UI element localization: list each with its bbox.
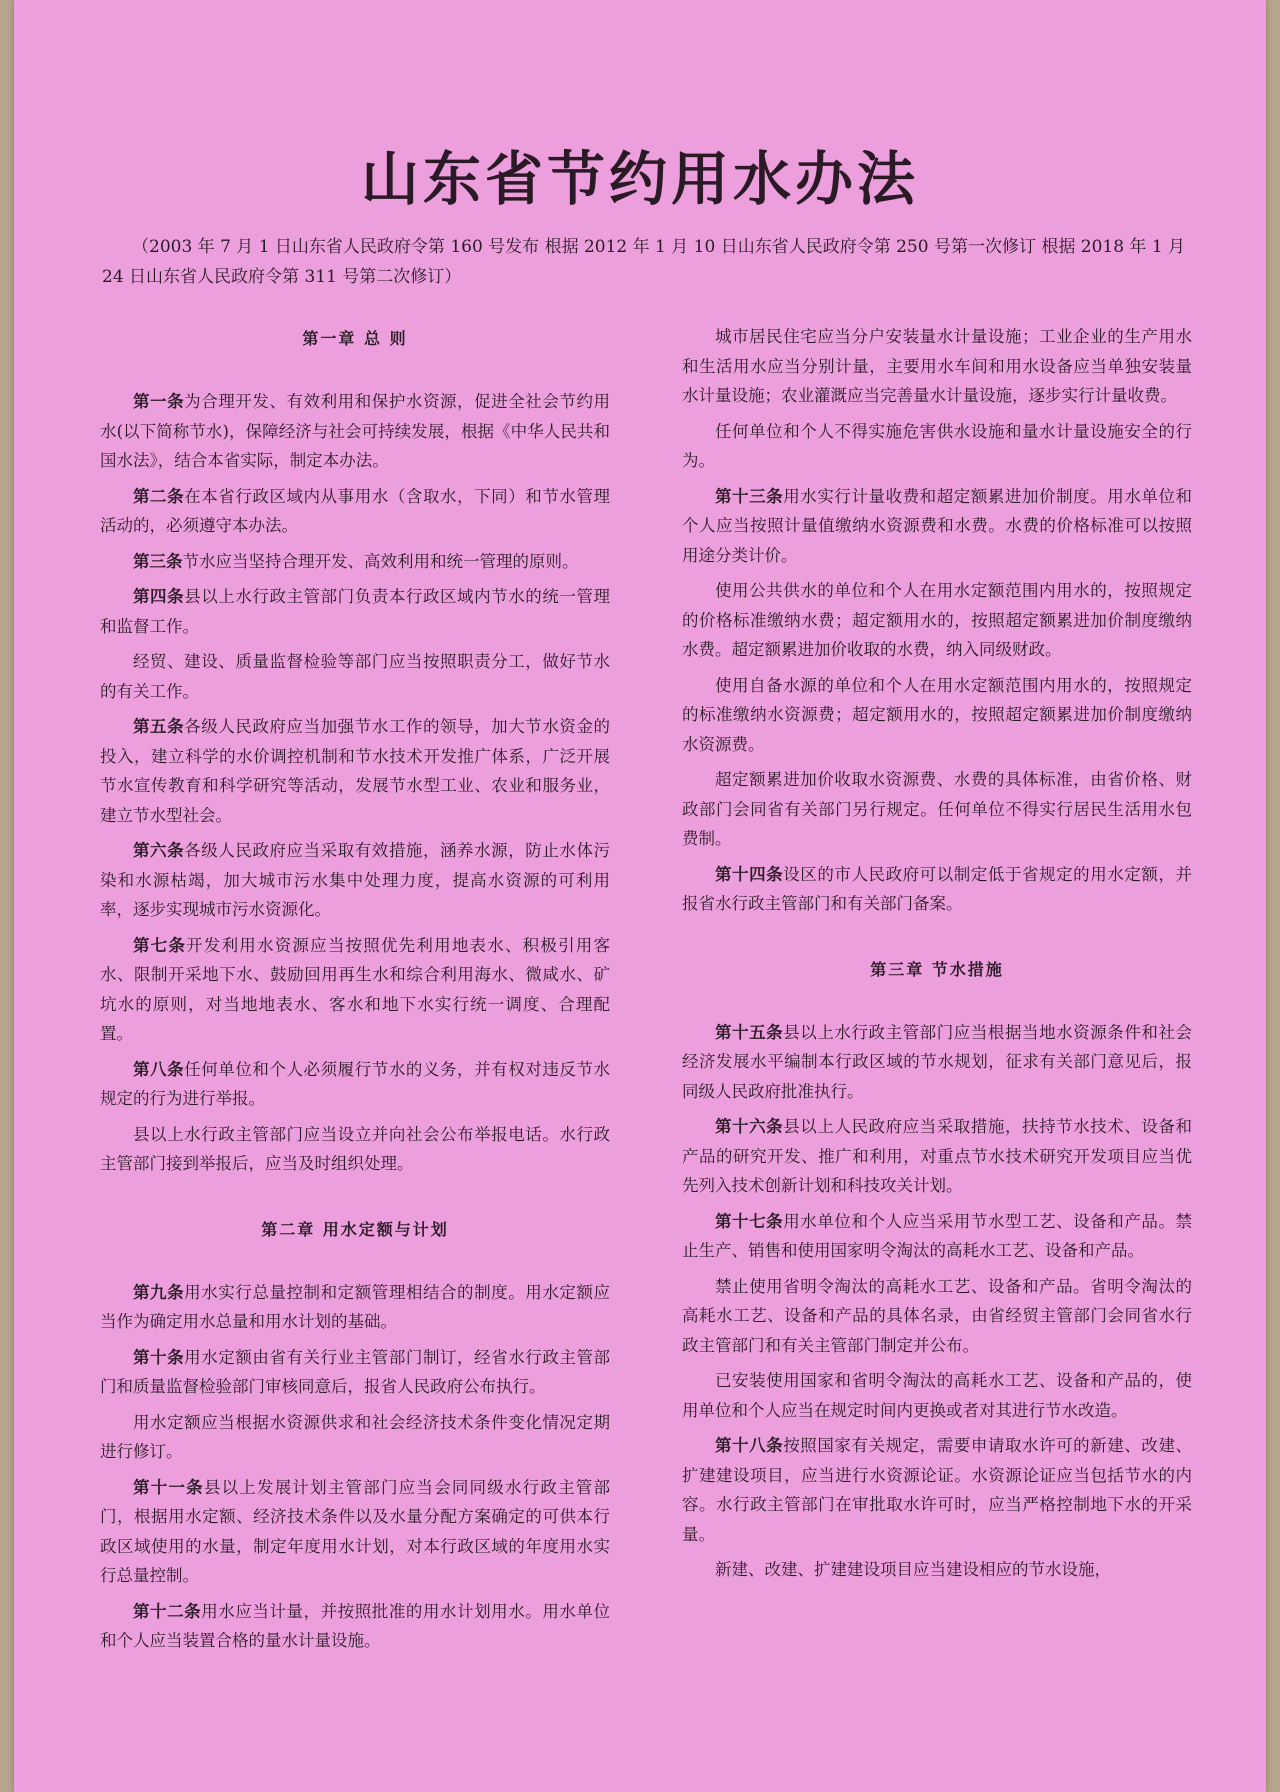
document-page <box>14 0 1266 1792</box>
article-number: 第十七条 <box>715 1211 784 1231</box>
article-number: 第十五条 <box>715 1022 784 1042</box>
article-paragraph: 第十五条县以上水行政主管部门应当根据当地水资源条件和社会经济发展水平编制本行政区域的节水规划，征求有关部门意见后，报同级人民政府批准执行。 <box>682 1022 1193 1101</box>
body-paragraph: 新建、改建、扩建建设项目应当建设相应的节水设施， <box>715 1560 1111 1579</box>
article-paragraph: 第五条各级人民政府应当加强节水工作的领导，加大节水资金的投入，建立科学的水价调控机制和节水技术开发推广体系，广泛开展节水宣传教育和科学研究等活动，发展节水型工业、农业和服务业，建立节水型社会。 <box>100 717 611 825</box>
article-paragraph: 第十七条用水单位和个人应当采用节水型工艺、设备和产品。禁止生产、销售和使用国家明令淘汰的高耗水工艺、设备和产品。 <box>682 1211 1193 1260</box>
article-paragraph: 第四条县以上水行政主管部门负责本行政区域内节水的统一管理和监督工作。 <box>100 587 611 636</box>
article-paragraph: 第七条开发利用水资源应当按照优先利用地表水、积极引用客水、限制开采地下水、鼓励回用再生水和综合利用海水、微咸水、矿坑水的原则，对当地地表水、客水和地下水实行统一调度、合理配置。 <box>100 935 611 1043</box>
article-paragraph: 第十三条用水实行计量收费和超定额累进加价制度。用水单位和个人应当按照计量值缴纳水资源费和水费。水费的价格标准可以按照用途分类计价。 <box>682 486 1193 565</box>
article-number: 第十八条 <box>715 1436 784 1455</box>
body-paragraph: 用水定额应当根据水资源供求和社会经济技术条件变化情况定期进行修订。 <box>100 1412 610 1461</box>
article-paragraph: 第八条任何单位和个人必须履行节水的义务，并有权对违反节水规定的行为进行举报。 <box>100 1059 611 1108</box>
chapter-heading: 第一章 总 则 <box>302 329 408 348</box>
article-number: 第三条 <box>133 551 183 571</box>
article-number: 第二条 <box>133 486 185 506</box>
article-paragraph: 第九条用水实行总量控制和定额管理相结合的制度。用水定额应当作为确定用水总量和用水计划的基础。 <box>100 1282 611 1331</box>
article-number: 第五条 <box>133 717 185 736</box>
article-paragraph: 第一条为合理开发、有效利用和保护水资源，促进全社会节约用水(以下简称节水)，保障经济与社会可持续发展，根据《中华人民共和国水法》，结合本省实际，制定本办法。 <box>100 392 611 470</box>
body-paragraph: 县以上水行政主管部门应当设立并向社会公布举报电话。水行政主管部门接到举报后，应当及时组织处理。 <box>100 1124 610 1173</box>
document-subtitle: （2003 年 7 月 1 日山东省人民政府令第 160 号发布 根据 2012 年 1 月 10 日山东省人民政府令第 250 号第一次修订 根据 2018 年 1 月 24 日山东省人民政府令第 311 号第二次修订） <box>102 237 1186 287</box>
article-number: 第十二条 <box>133 1601 202 1621</box>
article-number: 第十一条 <box>133 1477 204 1497</box>
body-paragraph: 使用自备水源的单位和个人在用水定额范围内用水的，按照规定的标准缴纳水资源费；超定额用水的，按照超定额累进加价制度缴纳水资源费。 <box>682 675 1192 754</box>
document-title: 山东省节约用水办法 <box>360 145 919 213</box>
article-paragraph: 第十六条县以上人民政府应当采取措施，扶持节水技术、设备和产品的研究开发、推广和利用，对重点节水技术研究开发项目应当优先列入技术创新计划和科技攻关计划。 <box>682 1117 1193 1195</box>
article-number: 第七条 <box>133 935 187 955</box>
body-paragraph: 城市居民住宅应当分户安装量水计量设施；工业企业的生产用水和生活用水应当分别计量，主要用水车间和用水设备应当单独安装量水计量设施；农业灌溉应当完善量水计量设施，逐步实行计量收费。 <box>682 327 1192 405</box>
article-number: 第十四条 <box>715 864 784 884</box>
body-paragraph: 已安装使用国家和省明令淘汰的高耗水工艺、设备和产品的，使用单位和个人应当在规定时间内更换或者对其进行节水改造。 <box>682 1371 1192 1420</box>
right-column <box>682 322 1192 1591</box>
article-number: 第八条 <box>133 1059 185 1079</box>
chapter-heading: 第三章 节水措施 <box>870 959 1004 979</box>
article-number: 第九条 <box>133 1282 185 1302</box>
body-paragraph: 使用公共供水的单位和个人在用水定额范围内用水的，按照规定的价格标准缴纳水费；超定额用水的，按照超定额累进加价制度缴纳水费。超定额累进加价收取的水费，纳入同级财政。 <box>682 581 1192 659</box>
article-number: 第十六条 <box>715 1117 784 1136</box>
article-number: 第一条 <box>133 392 185 411</box>
article-paragraph: 第十条用水定额由省有关行业主管部门制订，经省水行政主管部门和质量监督检验部门审核同意后，报省人民政府公布执行。 <box>100 1347 611 1396</box>
article-number: 第十条 <box>133 1347 185 1367</box>
article-paragraph: 第十二条用水应当计量，并按照批准的用水计划用水。用水单位和个人应当装置合格的量水计量设施。 <box>100 1601 611 1650</box>
body-paragraph: 任何单位和个人不得实施危害供水设施和量水计量设施安全的行为。 <box>682 421 1192 470</box>
article-paragraph: 第六条各级人民政府应当采取有效措施，涵养水源，防止水体污染和水源枯竭，加大城市污水集中处理力度，提高水资源的可利用率，逐步实现城市污水资源化。 <box>100 841 611 919</box>
body-paragraph: 禁止使用省明令淘汰的高耗水工艺、设备和产品。省明令淘汰的高耗水工艺、设备和产品的具体名录，由省经贸主管部门会同省水行政主管部门和有关主管部门制定并公布。 <box>682 1276 1192 1355</box>
article-number: 第十三条 <box>715 486 784 506</box>
left-column <box>100 322 610 1662</box>
article-number: 第四条 <box>133 587 185 606</box>
article-paragraph: 第二条在本省行政区域内从事用水（含取水，下同）和节水管理活动的，必须遵守本办法。 <box>100 486 611 535</box>
article-paragraph: 第十八条按照国家有关规定，需要申请取水许可的新建、改建、扩建建设项目，应当进行水资源论证。水资源论证应当包括节水的内容。水行政主管部门在审批取水许可时，应当严格控制地下水的开采量。 <box>682 1436 1193 1544</box>
article-paragraph: 第十四条设区的市人民政府可以制定低于省规定的用水定额，并报省水行政主管部门和有关部门备案。 <box>682 864 1193 913</box>
article-number: 第六条 <box>133 841 185 860</box>
body-paragraph: 经贸、建设、质量监督检验等部门应当按照职责分工，做好节水的有关工作。 <box>100 652 610 701</box>
article-paragraph: 第三条节水应当坚持合理开发、高效利用和统一管理的原则。 <box>133 551 579 571</box>
article-paragraph: 第十一条县以上发展计划主管部门应当会同同级水行政主管部门，根据用水定额、经济技术条件以及水量分配方案确定的可供本行政区域使用的水量，制定年度用水计划，对本行政区域的年度用水实行总量控制。 <box>100 1477 611 1585</box>
body-paragraph: 超定额累进加价收取水资源费、水费的具体标准，由省价格、财政部门会同省有关部门另行规定。任何单位不得实行居民生活用水包费制。 <box>682 770 1192 848</box>
chapter-heading: 第二章 用水定额与计划 <box>261 1219 449 1239</box>
